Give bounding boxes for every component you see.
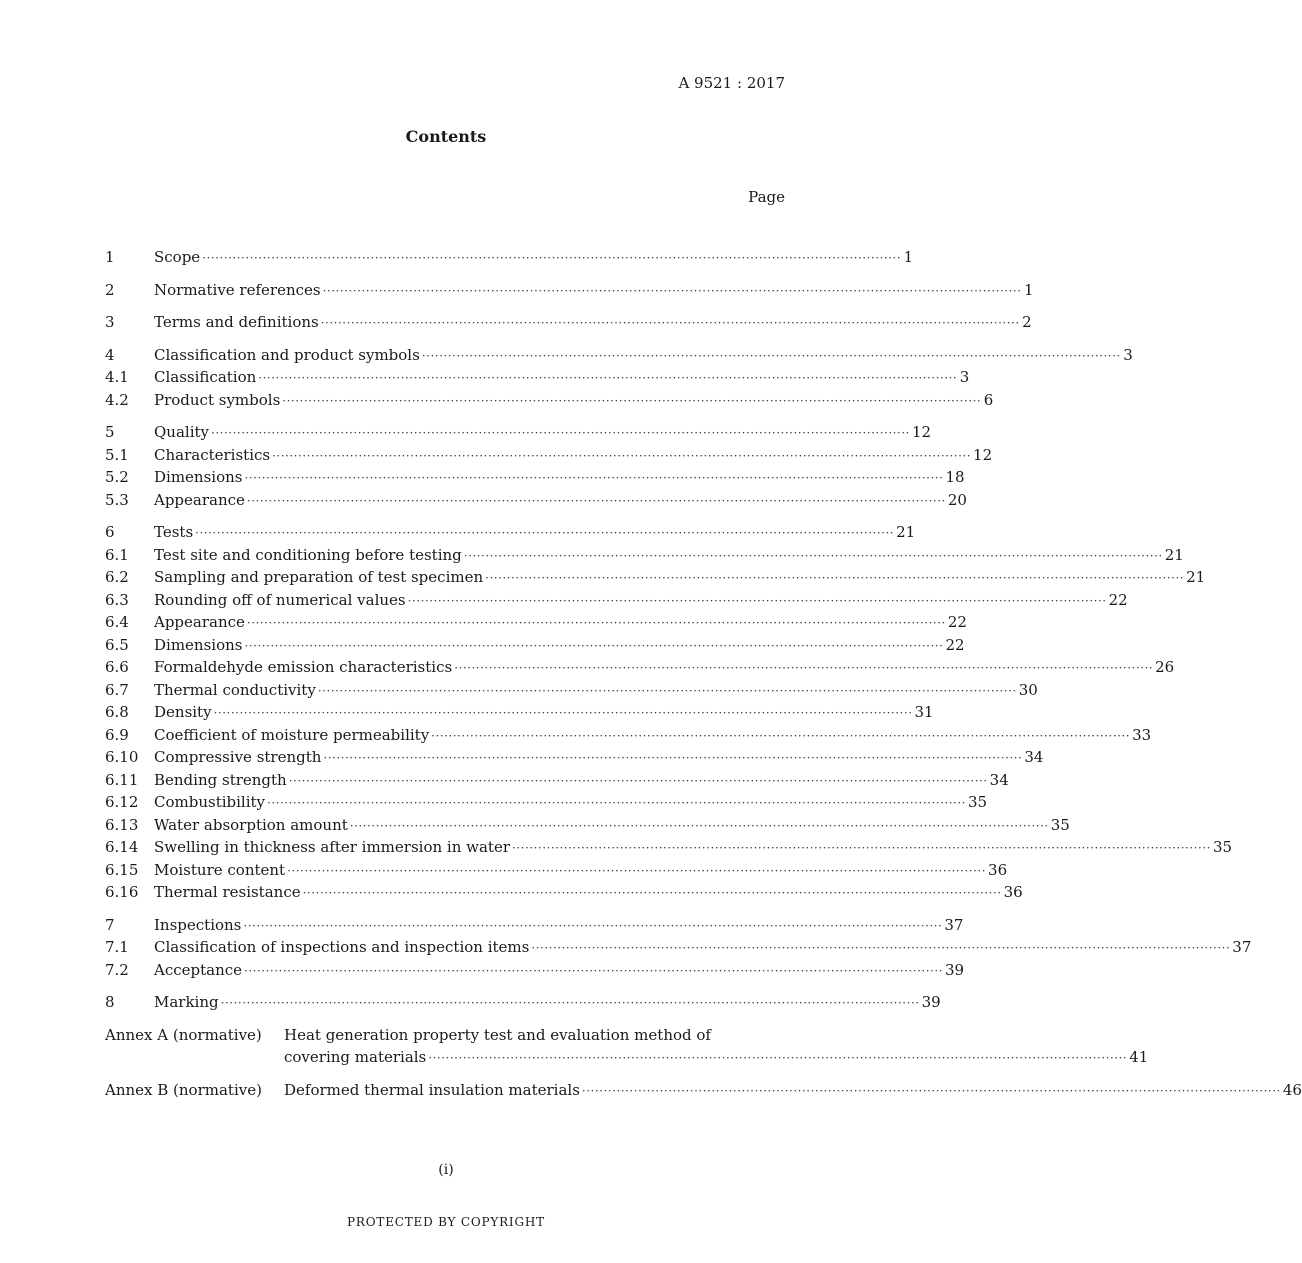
toc-annex-entry[interactable] bbox=[105, 1079, 1302, 1102]
toc-entry-title: Terms and definitions bbox=[154, 313, 319, 331]
toc-entry-number: 5.1 bbox=[105, 445, 129, 464]
toc-entry-page: 30 bbox=[1018, 680, 1038, 699]
toc-entry-number: 6.9 bbox=[105, 725, 129, 744]
toc-entry-number: 6.6 bbox=[105, 658, 129, 676]
toc-entry-page: 35 bbox=[1050, 815, 1070, 834]
annex-title-line: covering materials bbox=[284, 1048, 427, 1066]
dot-leader bbox=[303, 882, 1002, 905]
toc-entry-page: 22 bbox=[947, 613, 967, 631]
copyright-notice: PROTECTED BY COPYRIGHT bbox=[347, 1215, 545, 1229]
toc-entry-page: 22 bbox=[1108, 590, 1128, 609]
dot-leader bbox=[454, 657, 1153, 680]
toc-entry[interactable] bbox=[105, 279, 1034, 302]
toc-entry[interactable] bbox=[105, 914, 964, 937]
dot-leader bbox=[321, 312, 1020, 335]
annex-title bbox=[284, 1046, 1148, 1070]
dot-leader bbox=[244, 635, 943, 658]
annex-line bbox=[105, 1079, 1302, 1102]
toc-entry[interactable] bbox=[105, 444, 993, 467]
toc-entry-number: 4.1 bbox=[105, 368, 129, 386]
toc-entry-page: 18 bbox=[945, 468, 965, 486]
dot-leader bbox=[289, 770, 988, 793]
toc-entry[interactable] bbox=[105, 344, 1133, 367]
toc-entry-page: 41 bbox=[1129, 1048, 1149, 1066]
toc-entry-number: 6.16 bbox=[105, 883, 139, 901]
toc-entry-title: Appearance bbox=[154, 613, 245, 631]
dot-leader bbox=[428, 1047, 1127, 1070]
toc-entry[interactable] bbox=[105, 521, 916, 544]
toc-annex-entry[interactable] bbox=[105, 1024, 1149, 1069]
table-of-contents bbox=[105, 246, 1302, 1101]
dot-leader bbox=[244, 467, 943, 490]
toc-entry[interactable] bbox=[105, 679, 1038, 702]
toc-entry-page: 36 bbox=[1003, 883, 1023, 901]
toc-entry[interactable] bbox=[105, 859, 1008, 882]
toc-entry-number: 6.8 bbox=[105, 703, 129, 721]
toc-entry-title: Dimensions bbox=[154, 468, 243, 486]
dot-leader bbox=[214, 702, 913, 725]
toc-entry[interactable] bbox=[105, 836, 1233, 859]
dot-leader bbox=[247, 612, 946, 635]
toc-entry-page: 1 bbox=[1024, 280, 1034, 299]
toc-entry-title: Dimensions bbox=[154, 635, 243, 654]
toc-entry-page: 3 bbox=[959, 368, 970, 386]
dot-leader bbox=[202, 247, 901, 270]
toc-entry-number: 7.1 bbox=[105, 938, 129, 956]
toc-entry-page: 34 bbox=[1024, 748, 1044, 766]
toc-entry[interactable] bbox=[105, 936, 1252, 959]
toc-entry-title: Inspections bbox=[154, 915, 242, 934]
annex-title bbox=[284, 1024, 772, 1047]
toc-entry-title: Compressive strength bbox=[154, 748, 322, 766]
toc-entry-title: Acceptance bbox=[154, 960, 243, 979]
dot-leader bbox=[485, 567, 1184, 590]
toc-entry[interactable] bbox=[105, 366, 970, 389]
toc-entry-title: Appearance bbox=[154, 490, 245, 509]
annex-line bbox=[105, 1024, 772, 1047]
toc-entry[interactable] bbox=[105, 991, 941, 1014]
dot-leader bbox=[272, 445, 971, 468]
toc-entry-page: 33 bbox=[1132, 725, 1152, 744]
toc-entry[interactable] bbox=[105, 389, 994, 412]
toc-entry[interactable] bbox=[105, 311, 1032, 334]
dot-leader bbox=[582, 1080, 1281, 1103]
toc-entry-number: 7.2 bbox=[105, 960, 129, 979]
toc-entry[interactable] bbox=[105, 634, 965, 657]
toc-entry-number: 8 bbox=[105, 993, 115, 1011]
toc-entry-number: 6 bbox=[105, 523, 115, 541]
dot-leader bbox=[258, 367, 957, 390]
toc-entry-number: 6.1 bbox=[105, 545, 129, 564]
toc-entry[interactable] bbox=[105, 656, 1175, 679]
toc-entry-title: Coefficient of moisture permeability bbox=[154, 725, 430, 744]
toc-entry-page: 36 bbox=[988, 860, 1008, 879]
dot-leader bbox=[247, 490, 946, 513]
dot-leader bbox=[195, 522, 894, 545]
dot-leader bbox=[512, 837, 1211, 860]
toc-entry-page: 34 bbox=[989, 770, 1009, 789]
toc-entry-page: 21 bbox=[1186, 568, 1206, 586]
toc-entry-number: 6.15 bbox=[105, 860, 139, 879]
toc-entry-title: Rounding off of numerical values bbox=[154, 590, 406, 609]
toc-entry-page: 37 bbox=[1232, 938, 1252, 956]
dot-leader bbox=[323, 280, 1022, 303]
toc-entry-number: 3 bbox=[105, 313, 115, 331]
toc-entry[interactable] bbox=[105, 724, 1152, 747]
toc-entry-number: 7 bbox=[105, 915, 115, 934]
toc-entry-number: 6.14 bbox=[105, 838, 139, 856]
toc-entry-title: Density bbox=[154, 703, 212, 721]
toc-entry-title: Scope bbox=[154, 248, 201, 266]
toc-entry[interactable] bbox=[105, 746, 1044, 769]
toc-entry-title: Tests bbox=[154, 523, 194, 541]
toc-entry-title: Sampling and preparation of test specimen bbox=[154, 568, 484, 586]
dot-leader bbox=[244, 960, 943, 983]
toc-entry[interactable] bbox=[105, 246, 914, 269]
dot-leader bbox=[211, 422, 910, 445]
dot-leader bbox=[282, 390, 981, 413]
dot-leader bbox=[408, 590, 1107, 613]
page-title: Contents bbox=[405, 127, 487, 146]
toc-entry[interactable] bbox=[105, 814, 1070, 837]
toc-entry-page: 20 bbox=[947, 490, 967, 509]
toc-entry-number: 6.12 bbox=[105, 793, 139, 811]
document-id: A 9521 : 2017 bbox=[678, 74, 785, 92]
annex-label: Annex A (normative) bbox=[105, 1025, 262, 1044]
toc-entry-page: 6 bbox=[983, 390, 994, 409]
toc-entry-page: 1 bbox=[903, 248, 914, 266]
toc-entry-page: 37 bbox=[944, 915, 964, 934]
toc-entry-title: Test site and conditioning before testing bbox=[154, 545, 462, 564]
dot-leader bbox=[287, 860, 986, 883]
toc-entry-title: Normative references bbox=[154, 280, 321, 299]
toc-entry-number: 1 bbox=[105, 248, 115, 266]
toc-entry-title: Formaldehyde emission characteristics bbox=[154, 658, 453, 676]
dot-leader bbox=[350, 815, 1049, 838]
toc-entry-page: 21 bbox=[1164, 545, 1184, 564]
annex-label: Annex B (normative) bbox=[105, 1080, 262, 1099]
toc-entry[interactable] bbox=[105, 489, 967, 512]
toc-entry-title: Combustibility bbox=[154, 793, 266, 811]
toc-entry-number: 4.2 bbox=[105, 390, 129, 409]
toc-entry-number: 6.2 bbox=[105, 568, 129, 586]
toc-entry-page: 35 bbox=[967, 793, 988, 811]
toc-entry-page: 31 bbox=[914, 703, 934, 721]
toc-entry-number: 6.7 bbox=[105, 680, 129, 699]
toc-entry[interactable] bbox=[105, 589, 1128, 612]
toc-entry-title: Bending strength bbox=[154, 770, 287, 789]
toc-entry-number: 5.2 bbox=[105, 468, 129, 486]
toc-entry-page: 2 bbox=[1022, 313, 1032, 331]
dot-leader bbox=[318, 680, 1017, 703]
toc-entry[interactable] bbox=[105, 466, 965, 489]
toc-entry-number: 5 bbox=[105, 423, 115, 441]
toc-entry-title: Product symbols bbox=[154, 390, 281, 409]
toc-entry-title: Quality bbox=[154, 423, 209, 441]
toc-entry-title: Thermal resistance bbox=[154, 883, 301, 901]
toc-entry-page: 21 bbox=[896, 523, 916, 541]
annex-title-line: Deformed thermal insulation materials bbox=[284, 1080, 580, 1099]
toc-entry-number: 5.3 bbox=[105, 490, 129, 509]
toc-entry-number: 6.3 bbox=[105, 590, 129, 609]
dot-leader bbox=[431, 725, 1130, 748]
toc-entry-title: Thermal conductivity bbox=[154, 680, 316, 699]
dot-leader bbox=[221, 992, 920, 1015]
toc-entry-title: Marking bbox=[154, 993, 219, 1011]
footer-page-number: (i) bbox=[438, 1162, 454, 1178]
toc-entry-number: 6.11 bbox=[105, 770, 139, 789]
toc-entry-number: 6.13 bbox=[105, 815, 139, 834]
toc-entry-title: Swelling in thickness after immersion in water bbox=[154, 838, 510, 856]
toc-entry-number: 6.4 bbox=[105, 613, 129, 631]
toc-entry[interactable] bbox=[105, 881, 1023, 904]
toc-entry[interactable] bbox=[105, 544, 1184, 567]
dot-leader bbox=[243, 915, 942, 938]
toc-entry[interactable] bbox=[105, 769, 1009, 792]
toc-entry-title: Classification and product symbols bbox=[154, 345, 420, 364]
toc-entry-page: 3 bbox=[1123, 345, 1133, 364]
toc-entry-page: 39 bbox=[921, 993, 941, 1011]
annex-title bbox=[284, 1079, 1302, 1103]
toc-entry[interactable] bbox=[105, 611, 967, 634]
toc-entry-number: 2 bbox=[105, 280, 115, 299]
toc-entry-page: 12 bbox=[911, 423, 932, 441]
toc-entry-page: 39 bbox=[944, 960, 965, 979]
toc-entry-number: 6.5 bbox=[105, 635, 129, 654]
toc-entry[interactable] bbox=[105, 421, 932, 444]
toc-entry[interactable] bbox=[105, 791, 988, 814]
toc-entry-number: 4 bbox=[105, 345, 115, 364]
toc-entry-page: 22 bbox=[945, 635, 965, 654]
dot-leader bbox=[267, 792, 966, 815]
toc-entry-title: Classification bbox=[154, 368, 257, 386]
toc-entry-title: Classification of inspections and inspection items bbox=[154, 938, 530, 956]
dot-leader bbox=[323, 747, 1022, 770]
toc-entry-title: Water absorption amount bbox=[154, 815, 348, 834]
annex-line bbox=[284, 1046, 1149, 1069]
toc-entry-page: 46 bbox=[1282, 1080, 1302, 1099]
toc-entry-page: 26 bbox=[1155, 658, 1175, 676]
toc-entry-title: Characteristics bbox=[154, 445, 271, 464]
dot-leader bbox=[464, 545, 1163, 568]
toc-entry-number: 6.10 bbox=[105, 748, 139, 766]
toc-entry[interactable] bbox=[105, 701, 934, 724]
annex-title-line: Heat generation property test and evaluation method of bbox=[284, 1025, 711, 1044]
dot-leader bbox=[531, 937, 1230, 960]
toc-entry-page: 35 bbox=[1212, 838, 1233, 856]
toc-entry-page: 12 bbox=[973, 445, 993, 464]
toc-entry[interactable] bbox=[105, 566, 1206, 589]
toc-entry[interactable] bbox=[105, 959, 965, 982]
toc-entry-title: Moisture content bbox=[154, 860, 286, 879]
page-column-header: Page bbox=[748, 188, 785, 206]
dot-leader bbox=[422, 345, 1121, 368]
